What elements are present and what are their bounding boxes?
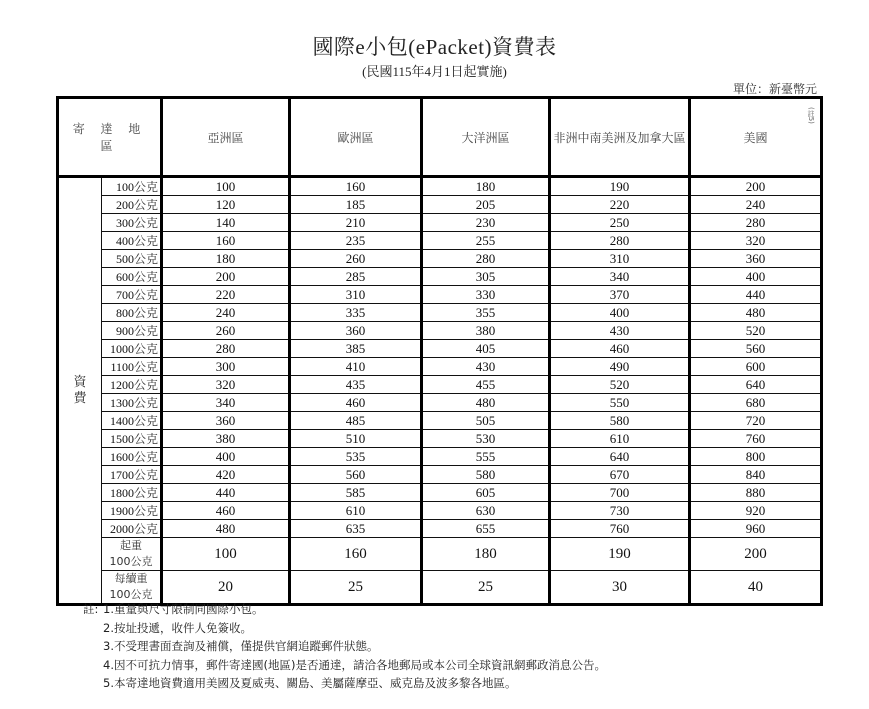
rate-cell: 430 <box>422 358 550 376</box>
rate-cell: 310 <box>290 286 422 304</box>
table-row <box>58 502 822 520</box>
rate-cell: 730 <box>550 502 690 520</box>
rate-cell: 550 <box>550 394 690 412</box>
weight-value: 1900 <box>110 503 134 518</box>
weight-cell <box>102 250 162 268</box>
rate-cell: 280 <box>422 250 550 268</box>
weight-cell <box>102 430 162 448</box>
rate-cell: 180 <box>162 250 290 268</box>
rate-cell: 360 <box>290 322 422 340</box>
rate-cell: 180 <box>422 177 550 196</box>
rate-cell: 400 <box>162 448 290 466</box>
rate-cell: 420 <box>162 466 290 484</box>
table-row <box>58 196 822 214</box>
rate-cell: 360 <box>162 412 290 430</box>
table-row <box>58 412 822 430</box>
weight-value: 300 <box>116 215 134 230</box>
rate-cell: 610 <box>290 502 422 520</box>
header-asia: 亞洲區 <box>162 98 290 177</box>
rate-cell: 505 <box>422 412 550 430</box>
rate-cell: 640 <box>690 376 822 394</box>
first-weight-rate-cell: 160 <box>290 538 422 571</box>
weight-value: 700 <box>116 287 134 302</box>
rate-table <box>56 96 823 606</box>
note-5: 5.本寄達地資費適用美國及夏威夷、關島、美屬薩摩亞、威克島及波多黎各地區。 <box>103 676 517 690</box>
weight-unit: 公克 <box>134 197 159 212</box>
first-weight-row <box>58 538 822 571</box>
table-row <box>58 448 822 466</box>
rate-cell: 635 <box>290 520 422 538</box>
rate-cell: 255 <box>422 232 550 250</box>
weight-value: 1300 <box>110 395 134 410</box>
rate-cell: 510 <box>290 430 422 448</box>
first-weight-rate-cell: 200 <box>690 538 822 571</box>
first-weight-label <box>102 538 162 571</box>
weight-cell <box>102 286 162 304</box>
weight-unit: 公克 <box>134 431 159 446</box>
rate-cell: 160 <box>162 232 290 250</box>
rate-cell: 380 <box>162 430 290 448</box>
additional-weight-rate-cell: 25 <box>422 571 550 605</box>
rate-cell: 800 <box>690 448 822 466</box>
additional-weight-rate-cell: 20 <box>162 571 290 605</box>
rate-table-body <box>58 177 822 605</box>
weight-cell <box>102 304 162 322</box>
rate-cell: 320 <box>690 232 822 250</box>
rate-cell: 160 <box>290 177 422 196</box>
first-weight-rate-cell: 190 <box>550 538 690 571</box>
first-weight-label-1: 起重 <box>120 539 142 552</box>
rate-cell: 680 <box>690 394 822 412</box>
rate-cell: 300 <box>162 358 290 376</box>
rate-cell: 400 <box>690 268 822 286</box>
weight-unit: 公克 <box>134 233 159 248</box>
weight-value: 200 <box>116 197 134 212</box>
rate-cell: 310 <box>550 250 690 268</box>
weight-cell <box>102 232 162 250</box>
rate-cell: 200 <box>690 177 822 196</box>
rate-cell: 250 <box>550 214 690 232</box>
note-1-text: 1.重量與尺寸限制同國際小包。 <box>103 602 264 616</box>
table-row <box>58 484 822 502</box>
rate-cell: 460 <box>290 394 422 412</box>
table-row <box>58 340 822 358</box>
table-row <box>58 358 822 376</box>
weight-value: 900 <box>116 323 134 338</box>
notes <box>83 600 606 693</box>
rate-cell: 280 <box>550 232 690 250</box>
page-title: 國際e小包(ePacket)資費表 <box>312 35 557 59</box>
note-2: 2.按址投遞，收件人免簽收。 <box>103 620 252 635</box>
table-row <box>58 268 822 286</box>
header-oceania: 大洋洲區 <box>422 98 550 177</box>
table-row <box>58 466 822 484</box>
rate-cell: 435 <box>290 376 422 394</box>
rates-group-label-2: 費 <box>73 390 87 406</box>
rate-cell: 360 <box>690 250 822 268</box>
table-row <box>58 304 822 322</box>
weight-cell <box>102 502 162 520</box>
table-row <box>58 394 822 412</box>
rate-cell: 530 <box>422 430 550 448</box>
rate-cell: 220 <box>550 196 690 214</box>
rate-cell: 840 <box>690 466 822 484</box>
weight-value: 800 <box>116 305 134 320</box>
rate-cell: 100 <box>162 177 290 196</box>
additional-weight-label-2: 100公克 <box>109 588 153 601</box>
rate-cell: 330 <box>422 286 550 304</box>
rates-group-label-1: 資 <box>73 374 87 390</box>
rate-cell: 520 <box>550 376 690 394</box>
weight-value: 1200 <box>110 377 134 392</box>
weight-unit: 公克 <box>134 359 159 374</box>
table-row <box>58 177 822 196</box>
header-row <box>58 98 822 177</box>
weight-value: 1500 <box>110 431 134 446</box>
weight-cell <box>102 520 162 538</box>
rate-cell: 440 <box>162 484 290 502</box>
weight-unit: 公克 <box>134 269 159 284</box>
rate-cell: 720 <box>690 412 822 430</box>
rate-cell: 430 <box>550 322 690 340</box>
weight-cell <box>102 340 162 358</box>
table-row <box>58 250 822 268</box>
rate-cell: 120 <box>162 196 290 214</box>
weight-value: 1400 <box>110 413 134 428</box>
weight-cell <box>102 214 162 232</box>
weight-value: 1800 <box>110 485 134 500</box>
rate-cell: 490 <box>550 358 690 376</box>
note-5-marker: (註5) <box>807 107 816 124</box>
rate-cell: 305 <box>422 268 550 286</box>
rate-cell: 760 <box>550 520 690 538</box>
rate-cell: 400 <box>550 304 690 322</box>
weight-unit: 公克 <box>134 413 159 428</box>
rate-cell: 580 <box>422 466 550 484</box>
table-row <box>58 232 822 250</box>
weight-cell <box>102 484 162 502</box>
weight-unit: 公克 <box>134 215 159 230</box>
rate-cell: 140 <box>162 214 290 232</box>
rate-cell: 380 <box>422 322 550 340</box>
weight-unit: 公克 <box>134 179 159 194</box>
rate-cell: 190 <box>550 177 690 196</box>
header-europe: 歐洲區 <box>290 98 422 177</box>
note-1 <box>83 600 606 619</box>
weight-value: 1000 <box>110 341 134 356</box>
rate-cell: 285 <box>290 268 422 286</box>
rate-cell: 335 <box>290 304 422 322</box>
weight-unit: 公克 <box>134 503 159 518</box>
weight-unit: 公克 <box>134 251 159 266</box>
rate-cell: 460 <box>162 502 290 520</box>
table-row <box>58 430 822 448</box>
weight-unit: 公克 <box>134 341 159 356</box>
rate-cell: 235 <box>290 232 422 250</box>
weight-value: 100 <box>116 179 134 194</box>
rate-cell: 555 <box>422 448 550 466</box>
weight-value: 500 <box>116 251 134 266</box>
additional-weight-rate-cell: 25 <box>290 571 422 605</box>
weight-value: 1600 <box>110 449 134 464</box>
rate-cell: 240 <box>162 304 290 322</box>
weight-unit: 公克 <box>134 467 159 482</box>
rate-cell: 960 <box>690 520 822 538</box>
rate-cell: 480 <box>162 520 290 538</box>
rate-cell: 460 <box>550 340 690 358</box>
weight-cell <box>102 358 162 376</box>
weight-cell <box>102 177 162 196</box>
first-weight-label-2: 100公克 <box>109 555 153 568</box>
weight-cell <box>102 322 162 340</box>
rate-cell: 920 <box>690 502 822 520</box>
rate-cell: 485 <box>290 412 422 430</box>
first-weight-rate-cell: 180 <box>422 538 550 571</box>
rates-group-label <box>58 177 102 605</box>
table-row <box>58 286 822 304</box>
rate-cell: 560 <box>290 466 422 484</box>
rate-cell: 355 <box>422 304 550 322</box>
rate-cell: 320 <box>162 376 290 394</box>
weight-cell <box>102 466 162 484</box>
rate-cell: 385 <box>290 340 422 358</box>
weight-value: 1700 <box>110 467 134 482</box>
weight-cell <box>102 448 162 466</box>
rate-cell: 480 <box>690 304 822 322</box>
rate-cell: 260 <box>162 322 290 340</box>
table-row <box>58 322 822 340</box>
rate-cell: 185 <box>290 196 422 214</box>
region-corner-label: 寄 達 地 區 <box>72 122 147 153</box>
weight-value: 2000 <box>110 521 134 536</box>
effective-date: (民國115年4月1日起實施) <box>362 64 507 79</box>
rate-cell: 655 <box>422 520 550 538</box>
notes-prefix: 註: <box>83 602 99 616</box>
rate-cell: 600 <box>690 358 822 376</box>
weight-unit: 公克 <box>134 305 159 320</box>
table-row <box>58 214 822 232</box>
weight-unit: 公克 <box>134 395 159 410</box>
rate-cell: 340 <box>162 394 290 412</box>
rate-cell: 200 <box>162 268 290 286</box>
rate-cell: 210 <box>290 214 422 232</box>
rate-cell: 880 <box>690 484 822 502</box>
region-corner-header <box>58 98 162 177</box>
rate-cell: 605 <box>422 484 550 502</box>
rate-cell: 585 <box>290 484 422 502</box>
rate-cell: 220 <box>162 286 290 304</box>
rate-cell: 240 <box>690 196 822 214</box>
rate-cell: 640 <box>550 448 690 466</box>
weight-value: 400 <box>116 233 134 248</box>
rate-cell: 280 <box>162 340 290 358</box>
rate-cell: 205 <box>422 196 550 214</box>
weight-cell <box>102 394 162 412</box>
header-usa <box>690 98 822 177</box>
rate-cell: 670 <box>550 466 690 484</box>
rate-cell: 260 <box>290 250 422 268</box>
weight-cell <box>102 412 162 430</box>
rate-cell: 340 <box>550 268 690 286</box>
header-africa-latam-canada: 非洲中南美洲及加拿大區 <box>550 98 690 177</box>
rate-cell: 230 <box>422 214 550 232</box>
rate-cell: 630 <box>422 502 550 520</box>
rate-cell: 440 <box>690 286 822 304</box>
rate-cell: 480 <box>422 394 550 412</box>
table-row <box>58 376 822 394</box>
rate-cell: 280 <box>690 214 822 232</box>
additional-weight-rate-cell: 40 <box>690 571 822 605</box>
table-row <box>58 520 822 538</box>
additional-weight-rate-cell: 30 <box>550 571 690 605</box>
rate-cell: 580 <box>550 412 690 430</box>
note-3: 3.不受理書面查詢及補償，僅提供官網追蹤郵件狀態。 <box>103 639 379 653</box>
weight-cell <box>102 376 162 394</box>
currency-unit: 單位：新臺幣元 <box>732 82 817 96</box>
weight-unit: 公克 <box>134 323 159 338</box>
rate-cell: 405 <box>422 340 550 358</box>
header-usa-label: 美國 <box>743 130 768 145</box>
weight-unit: 公克 <box>134 485 159 500</box>
weight-unit: 公克 <box>134 377 159 392</box>
rate-cell: 370 <box>550 286 690 304</box>
weight-value: 600 <box>116 269 134 284</box>
weight-unit: 公克 <box>134 287 159 302</box>
rate-cell: 610 <box>550 430 690 448</box>
weight-value: 1100 <box>110 359 134 374</box>
rate-cell: 520 <box>690 322 822 340</box>
rate-cell: 535 <box>290 448 422 466</box>
weight-cell <box>102 196 162 214</box>
weight-unit: 公克 <box>134 449 159 464</box>
rate-cell: 560 <box>690 340 822 358</box>
additional-weight-label-1: 每續重 <box>114 572 148 585</box>
rate-cell: 410 <box>290 358 422 376</box>
note-4: 4.因不可抗力情事，郵件寄達國(地區)是否通達，請洽各地郵局或本公司全球資訊網郵政消息公告。 <box>103 657 606 672</box>
weight-unit: 公克 <box>134 521 159 536</box>
rate-cell: 700 <box>550 484 690 502</box>
first-weight-rate-cell: 100 <box>162 538 290 571</box>
weight-cell <box>102 268 162 286</box>
rate-cell: 760 <box>690 430 822 448</box>
rate-cell: 455 <box>422 376 550 394</box>
